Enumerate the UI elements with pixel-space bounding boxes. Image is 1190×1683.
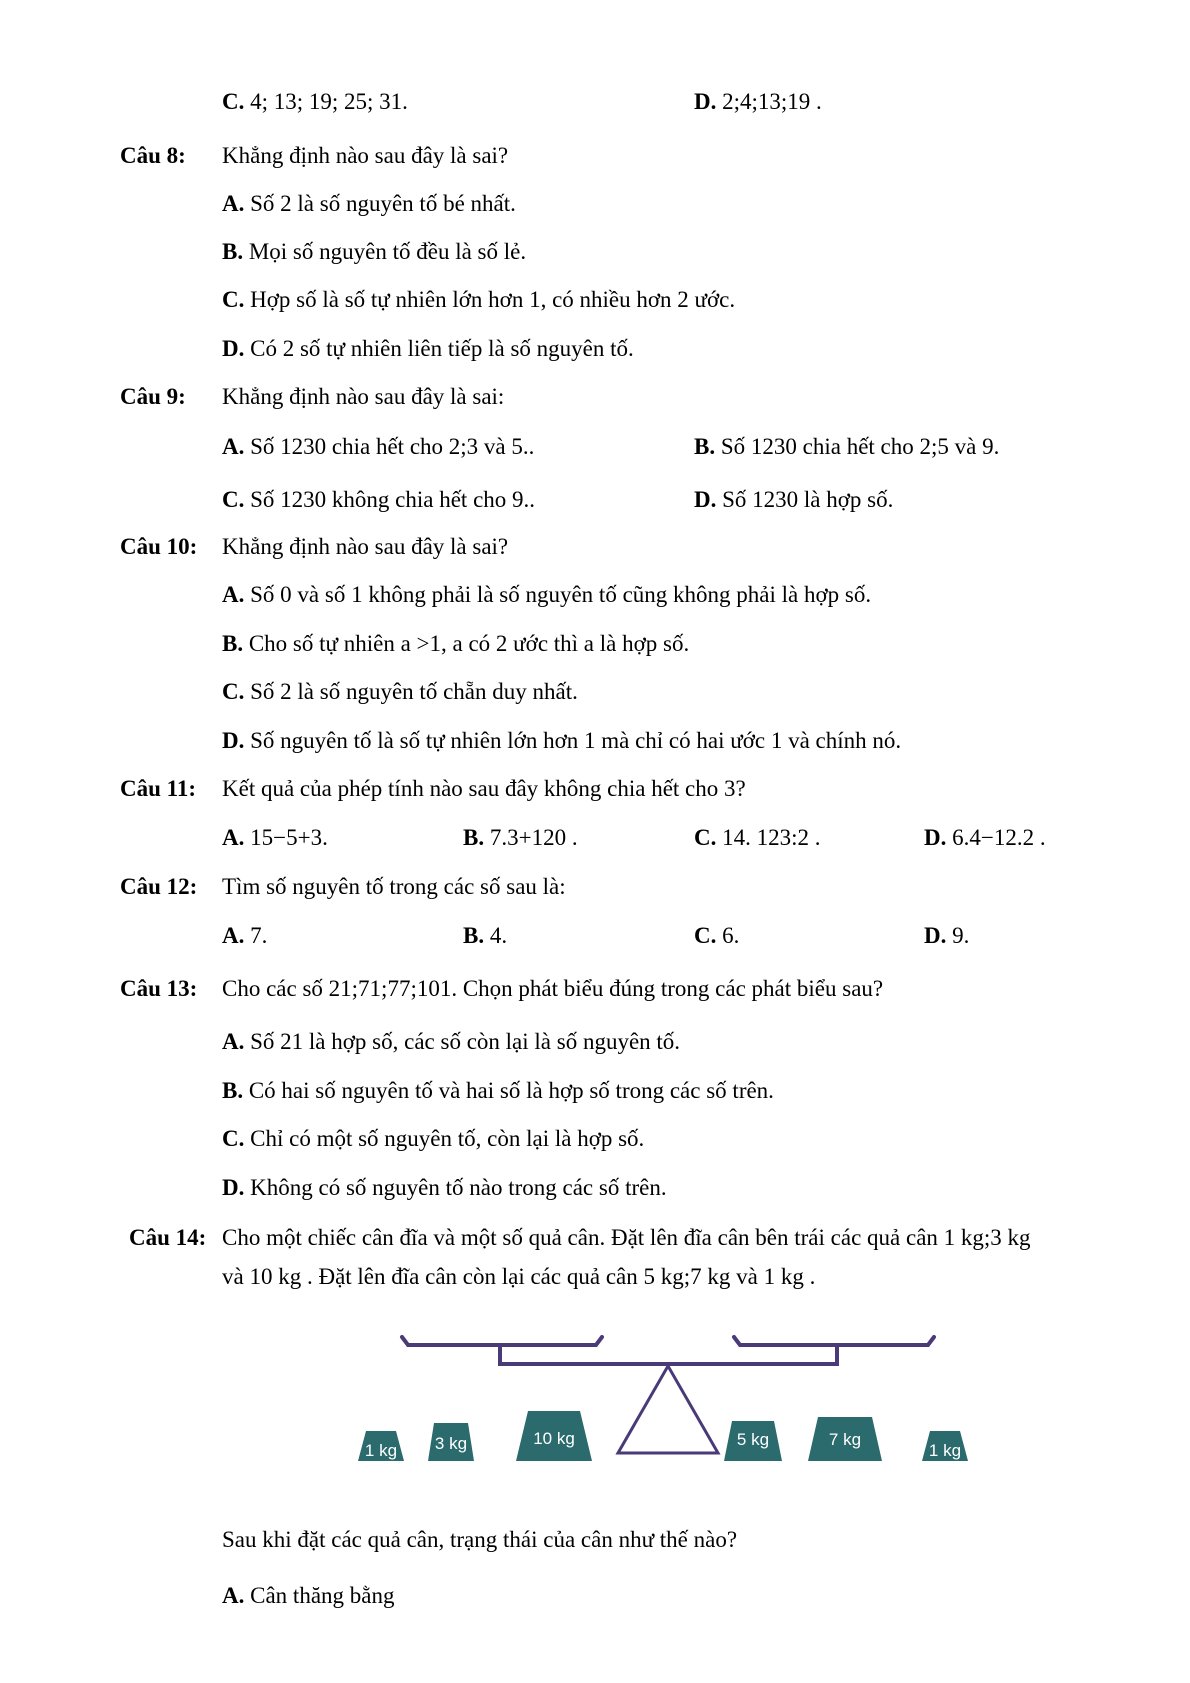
q9-option-b bbox=[694, 433, 999, 461]
option-text: 6.4−12.2 . bbox=[952, 825, 1046, 850]
q8-option-d bbox=[222, 335, 634, 363]
q12-option-a bbox=[222, 922, 267, 950]
q8-option-b bbox=[222, 238, 526, 266]
q11-option-b bbox=[463, 824, 578, 852]
left-pan bbox=[402, 1337, 602, 1345]
weight-7kg bbox=[808, 1417, 882, 1461]
fulcrum-triangle bbox=[618, 1366, 718, 1453]
weight-label: 1 kg bbox=[364, 1441, 398, 1460]
q14-label: Câu 14: bbox=[129, 1225, 207, 1250]
q10-stem: Khẳng định nào sau đây là sai? bbox=[222, 534, 509, 559]
option-letter: B. bbox=[222, 1078, 244, 1103]
option-text: Số 2 là số nguyên tố chẵn duy nhất. bbox=[250, 679, 578, 704]
option-text: Cân thăng bằng bbox=[250, 1583, 395, 1608]
q8-stem: Khẳng định nào sau đây là sai? bbox=[222, 143, 509, 168]
option-letter: C. bbox=[222, 679, 245, 704]
q14-followup: Sau khi đặt các quả cân, trạng thái của cân như thế nào? bbox=[222, 1527, 738, 1552]
q13-option-c bbox=[222, 1125, 644, 1153]
option-letter: C. bbox=[222, 89, 245, 114]
option-text: Chỉ có một số nguyên tố, còn lại là hợp số. bbox=[250, 1126, 645, 1151]
q14-stem-line2: và 10 kg . Đặt lên đĩa cân còn lại các quả cân 5 kg;7 kg và 1 kg . bbox=[222, 1264, 816, 1289]
q13-stem: Cho các số 21;71;77;101. Chọn phát biểu đúng trong các phát biểu sau? bbox=[222, 976, 884, 1001]
option-letter: A. bbox=[222, 923, 245, 948]
q8-option-c bbox=[222, 286, 735, 314]
option-letter: B. bbox=[222, 239, 244, 264]
q9-stem: Khẳng định nào sau đây là sai: bbox=[222, 384, 505, 409]
balance-beam bbox=[500, 1345, 837, 1364]
option-text: Số 1230 không chia hết cho 9.. bbox=[250, 487, 536, 512]
option-letter: C. bbox=[222, 1126, 245, 1151]
option-letter: A. bbox=[222, 1029, 245, 1054]
weight-label: 5 kg bbox=[736, 1430, 770, 1449]
q10-label: Câu 10: bbox=[120, 534, 198, 559]
q7-option-d bbox=[694, 88, 822, 116]
option-letter: D. bbox=[222, 728, 245, 753]
option-letter: D. bbox=[924, 825, 947, 850]
option-letter: A. bbox=[222, 1583, 245, 1608]
option-letter: B. bbox=[463, 825, 485, 850]
weight-label: 7 kg bbox=[828, 1430, 862, 1449]
option-text: 15−5+3. bbox=[250, 825, 328, 850]
q7-option-c bbox=[222, 88, 408, 116]
q14-option-a bbox=[222, 1582, 394, 1610]
option-text: Số 21 là hợp số, các số còn lại là số nguyên tố. bbox=[250, 1029, 681, 1054]
weight-1kg-left bbox=[358, 1431, 404, 1461]
option-text: Không có số nguyên tố nào trong các số trên. bbox=[250, 1175, 667, 1200]
option-text: 4. bbox=[489, 923, 508, 948]
option-letter: B. bbox=[222, 631, 244, 656]
option-letter: B. bbox=[694, 434, 716, 459]
option-text: 9. bbox=[952, 923, 970, 948]
q11-option-a bbox=[222, 824, 328, 852]
option-text: 6. bbox=[722, 923, 740, 948]
q9-option-c bbox=[222, 486, 535, 514]
option-letter: D. bbox=[694, 487, 717, 512]
option-text: Có 2 số tự nhiên liên tiếp là số nguyên tố. bbox=[250, 336, 634, 361]
q9-label: Câu 9: bbox=[120, 384, 186, 409]
q10-option-b bbox=[222, 630, 689, 658]
q13-option-b bbox=[222, 1077, 774, 1105]
weight-label: 3 kg bbox=[434, 1434, 468, 1453]
option-text: Số nguyên tố là số tự nhiên lớn hơn 1 mà chỉ có hai ước 1 và chính nó. bbox=[250, 728, 902, 753]
weight-label: 10 kg bbox=[533, 1429, 575, 1448]
q11-option-c bbox=[694, 824, 821, 852]
q11-option-d bbox=[924, 824, 1046, 852]
q10-option-a bbox=[222, 581, 871, 609]
option-letter: A. bbox=[222, 582, 245, 607]
q8-option-a bbox=[222, 190, 516, 218]
q13-label: Câu 13: bbox=[120, 976, 198, 1001]
q13-option-a bbox=[222, 1028, 680, 1056]
q10-option-c bbox=[222, 678, 578, 706]
option-text: 7.3+120 . bbox=[489, 825, 578, 850]
option-text: Số 1230 chia hết cho 2;5 và 9. bbox=[720, 434, 1000, 459]
right-pan bbox=[734, 1337, 934, 1345]
option-text: Số 1230 chia hết cho 2;3 và 5.. bbox=[250, 434, 535, 459]
option-letter: D. bbox=[924, 923, 947, 948]
q10-option-d bbox=[222, 727, 901, 755]
option-letter: D. bbox=[222, 336, 245, 361]
weight-label: 1 kg bbox=[928, 1441, 962, 1460]
option-text: 2;4;13;19 . bbox=[722, 89, 822, 114]
option-text: 7. bbox=[250, 923, 268, 948]
option-text: Cho số tự nhiên a >1, a có 2 ước thì a là hợp số. bbox=[248, 631, 690, 656]
balance-scale-figure bbox=[350, 1335, 990, 1465]
q14-stem-line1: Cho một chiếc cân đĩa và một số quả cân. Đặt lên đĩa cân bên trái các quả cân 1 kg;3 kg bbox=[222, 1225, 1031, 1250]
q9-option-d bbox=[694, 486, 893, 514]
q12-label: Câu 12: bbox=[120, 874, 198, 899]
option-text: Số 0 và số 1 không phải là số nguyên tố cũng không phải là hợp số. bbox=[250, 582, 872, 607]
option-text: Có hai số nguyên tố và hai số là hợp số trong các số trên. bbox=[248, 1078, 774, 1103]
q12-option-d bbox=[924, 922, 969, 950]
option-letter: C. bbox=[694, 825, 717, 850]
q12-option-b bbox=[463, 922, 507, 950]
option-letter: A. bbox=[222, 191, 245, 216]
option-text: 4; 13; 19; 25; 31. bbox=[250, 89, 408, 114]
option-text: Số 1230 là hợp số. bbox=[722, 487, 894, 512]
option-text: Mọi số nguyên tố đều là số lẻ. bbox=[248, 239, 527, 264]
option-letter: B. bbox=[463, 923, 485, 948]
option-text: 14. 123:2 . bbox=[722, 825, 821, 850]
weight-10kg bbox=[516, 1411, 592, 1461]
q12-stem: Tìm số nguyên tố trong các số sau là: bbox=[222, 874, 566, 899]
q8-label: Câu 8: bbox=[120, 143, 186, 168]
option-text: Hợp số là số tự nhiên lớn hơn 1, có nhiều hơn 2 ước. bbox=[250, 287, 736, 312]
option-letter: C. bbox=[694, 923, 717, 948]
q9-option-a bbox=[222, 433, 534, 461]
weight-1kg-right bbox=[922, 1431, 968, 1461]
option-text: Số 2 là số nguyên tố bé nhất. bbox=[250, 191, 516, 216]
option-letter: D. bbox=[222, 1175, 245, 1200]
weight-3kg bbox=[428, 1423, 474, 1461]
weight-5kg bbox=[724, 1421, 782, 1461]
option-letter: A. bbox=[222, 825, 245, 850]
option-letter: C. bbox=[222, 287, 245, 312]
q11-stem: Kết quả của phép tính nào sau đây không chia hết cho 3? bbox=[222, 776, 746, 801]
option-letter: C. bbox=[222, 487, 245, 512]
q13-option-d bbox=[222, 1174, 667, 1202]
option-letter: D. bbox=[694, 89, 717, 114]
q12-option-c bbox=[694, 922, 739, 950]
option-letter: A. bbox=[222, 434, 245, 459]
q11-label: Câu 11: bbox=[120, 776, 197, 801]
